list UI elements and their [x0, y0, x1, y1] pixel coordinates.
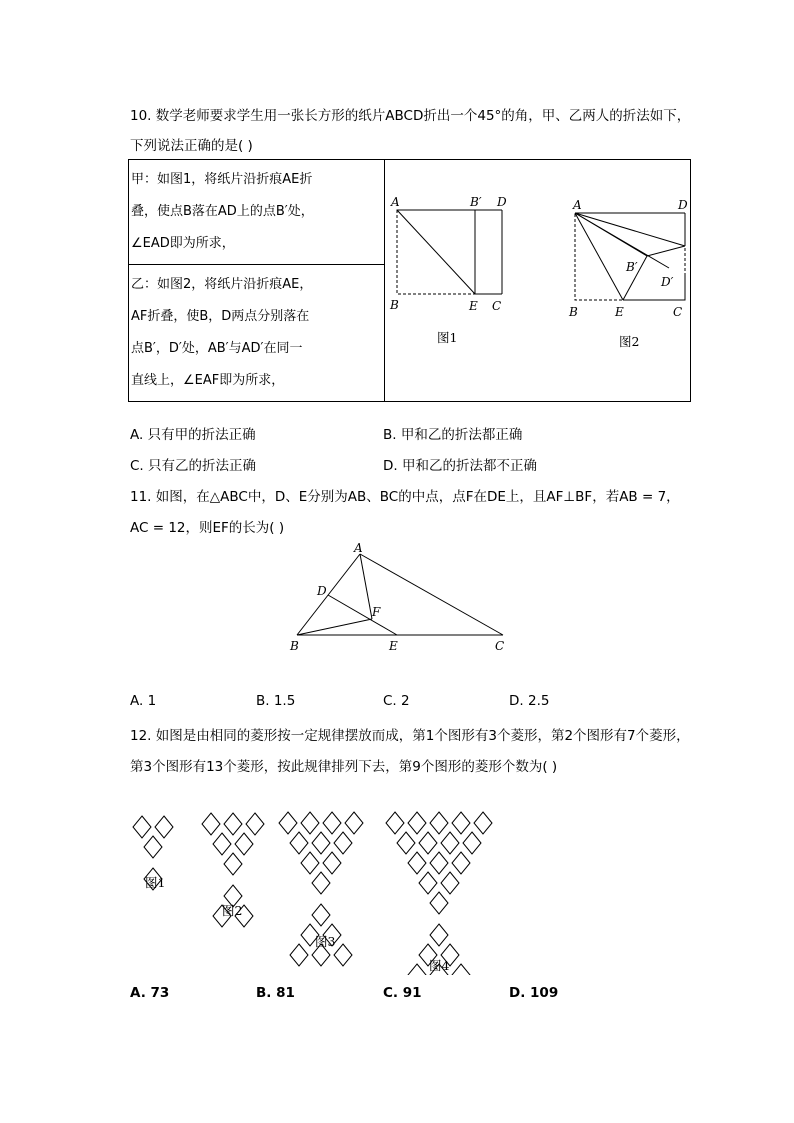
q11-label-B: B — [290, 639, 299, 653]
rhombus — [323, 812, 341, 834]
rhombus — [474, 812, 492, 834]
q11-option-c[interactable]: C. 2 — [383, 693, 410, 709]
rhombus — [419, 832, 437, 854]
rhombus — [235, 833, 253, 855]
rhombus — [144, 836, 162, 858]
q11-stem-1: 如图，在△ABC中，D、E分别为AB、BC的中点，点F在DE上，且AF⊥BF，若AB = 7， — [155, 489, 680, 505]
rhombus — [312, 904, 330, 926]
jia-line-3: ∠EAD即为所求， — [131, 236, 235, 251]
rhombus — [246, 813, 264, 835]
rhombus — [312, 832, 330, 854]
rhombus — [301, 812, 319, 834]
figure-1 — [389, 195, 507, 345]
q10-stem-1: 数学老师要求学生用一张长方形的纸片ABCD折出一个45°的角，甲、乙两人的折法如下， — [155, 108, 691, 124]
q10-option-d[interactable]: D. 甲和乙的折法都不正确 — [383, 458, 537, 474]
rhombus — [408, 812, 426, 834]
q11-label-A: A — [354, 541, 363, 555]
q11-line1 — [130, 485, 680, 505]
fig1-label-D: D — [497, 195, 507, 209]
rhombus — [430, 852, 448, 874]
q11-stem-2: AC = 12，则EF的长为( ) — [130, 520, 285, 536]
q12-option-b[interactable]: B. 81 — [256, 985, 295, 1001]
q11-label-F: F — [372, 605, 381, 619]
jia-line-2: 叠，使点B落在AD上的点B′处， — [131, 204, 314, 219]
rhombus — [155, 816, 173, 838]
q11-number: 11. — [130, 489, 152, 505]
rhombus — [312, 872, 330, 894]
q11-label-D: D — [317, 584, 327, 598]
yi-line-1: 乙：如图2，将纸片沿折痕AE， — [131, 277, 313, 292]
fig1-label-E: E — [469, 299, 478, 313]
fig2-caption: 图2 — [619, 334, 640, 349]
q10-method-table — [128, 159, 691, 402]
rhombus — [441, 832, 459, 854]
fig2-label-B: B — [569, 305, 578, 319]
fig2-label-Bprime: B′ — [626, 260, 638, 274]
figure-2 — [568, 198, 688, 349]
q11-label-C: C — [495, 639, 505, 653]
rhombus — [452, 852, 470, 874]
q12-caption-1: 图1 — [145, 875, 166, 890]
fig1-label-A: A — [391, 195, 400, 209]
rhombus — [133, 816, 151, 838]
q11-option-b[interactable]: B. 1.5 — [256, 693, 296, 709]
rhombus — [419, 872, 437, 894]
fig2-label-E: E — [615, 305, 624, 319]
q10-figures — [385, 160, 691, 382]
rhombus — [441, 872, 459, 894]
q12-line1 — [130, 724, 690, 744]
rhombus — [279, 812, 297, 834]
rhombus — [290, 944, 308, 966]
q10-line1 — [130, 104, 690, 124]
rhombus — [430, 812, 448, 834]
rhombus — [430, 892, 448, 914]
figure-cell — [385, 160, 691, 402]
q11-triangle-figure — [285, 540, 515, 658]
rhombus — [408, 964, 426, 975]
q12-caption-3: 图3 — [315, 934, 336, 949]
q12-caption-4: 图4 — [429, 958, 450, 973]
rhombus — [202, 813, 220, 835]
q12-option-d[interactable]: D. 109 — [509, 985, 559, 1001]
q10-option-a[interactable]: A. 只有甲的折法正确 — [130, 427, 256, 443]
fig1-caption: 图1 — [437, 330, 458, 345]
q12-rhombus-figures — [125, 805, 505, 975]
jia-line-1: 甲：如图1，将纸片沿折痕AE折 — [131, 172, 313, 187]
yi-line-3: 点B′，D′处，AB′与AD′在同一 — [131, 341, 303, 356]
q12-caption-2: 图2 — [222, 903, 243, 918]
rhombus — [224, 853, 242, 875]
fig2-label-Dprime: D′ — [661, 275, 674, 289]
q10-option-c[interactable]: C. 只有乙的折法正确 — [130, 458, 257, 474]
jia-method-cell — [129, 160, 385, 265]
rhombus — [213, 833, 231, 855]
rhombus — [452, 812, 470, 834]
q11-label-E: E — [389, 639, 398, 653]
yi-line-4: 直线上，∠EAF即为所求， — [131, 373, 285, 388]
q11-option-a[interactable]: A. 1 — [130, 693, 157, 709]
rhombus — [452, 964, 470, 975]
q12-stem-1: 如图是由相同的菱形按一定规律摆放而成，第1个图形有3个菱形，第2个图形有7个菱形， — [155, 728, 690, 744]
rhombus — [463, 832, 481, 854]
rhombus — [301, 852, 319, 874]
rhombus — [290, 832, 308, 854]
q12-stem-2: 第3个图形有13个菱形，按此规律排列下去，第9个图形的菱形个数为( ) — [130, 759, 558, 775]
q12-number: 12. — [130, 728, 152, 744]
fig2-label-D: D — [678, 198, 688, 212]
q10-option-b[interactable]: B. 甲和乙的折法都正确 — [383, 427, 523, 443]
rhombus — [430, 924, 448, 946]
rhombus — [386, 812, 404, 834]
yi-method-cell — [129, 265, 385, 402]
q12-option-a[interactable]: A. 73 — [130, 985, 170, 1001]
rhombus — [397, 832, 415, 854]
rhombus — [334, 832, 352, 854]
fig1-label-B: B — [390, 298, 399, 312]
fig2-label-C: C — [673, 305, 683, 319]
fig1-label-C: C — [492, 299, 502, 313]
yi-line-2: AF折叠，使B，D两点分别落在 — [131, 309, 310, 324]
rhombus — [334, 944, 352, 966]
rhombus — [345, 812, 363, 834]
q10-number: 10. — [130, 108, 152, 124]
rhombus — [224, 813, 242, 835]
rhombus — [408, 852, 426, 874]
q12-option-c[interactable]: C. 91 — [383, 985, 422, 1001]
fig1-label-Bprime: B′ — [470, 195, 482, 209]
fig2-label-A: A — [573, 198, 582, 212]
q10-stem-2: 下列说法正确的是( ) — [130, 138, 253, 154]
q11-option-d[interactable]: D. 2.5 — [509, 693, 550, 709]
rhombus — [323, 852, 341, 874]
